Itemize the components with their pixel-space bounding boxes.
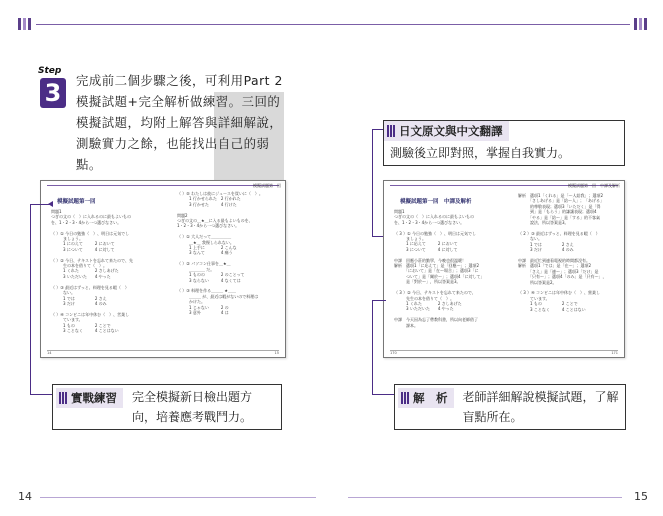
connector-right-bottom-top	[372, 300, 386, 301]
right-page-thumbnail	[383, 180, 625, 358]
practice-tag-label: 實戰練習	[71, 391, 117, 405]
tag-bars-icon	[401, 392, 409, 404]
left-thumb-title: 模擬試題第一回	[57, 199, 96, 205]
left-thumb-col2: （ ）⑤ わたしは彼にジュースを買いに（ ）。 1 行かせられた 2 行かれた 3 行かせた 4 行けた 問題2 つぎの文の＿★＿に入る最もよいものを、 1・2・3・4から一つ選びなさい。 （ ）① 大人だって＿＿＿＿＿ ＿★＿ 我慢しられない。 1 上手に 2 こんな 3 なんて 4 痛う （ ）② パソコン仕事を＿★＿ ＿＿＿＿ だ。 1 ものの 2 のことって 3 ならない 4 なくては （ ）③ 料理を作る＿＿＿ ★＿＿ ＿＿＿ が、最近は暇がないので料理は かけた。 1 じゃない 2 の 3 意外 4 は	[177, 191, 263, 315]
intro-text: 完成前二個步驟之後，可利用Part 2 模擬試題+完全解析做練習。三回的模擬試題，均附上解答與詳細解說，測驗實力之餘，也能找出自己的弱點。	[76, 73, 283, 172]
practice-tag	[56, 388, 123, 408]
left-thumb-foot-right: 15	[274, 351, 279, 355]
bottom-rule-right	[348, 497, 622, 498]
translation-tag	[384, 121, 509, 141]
translation-callout	[383, 120, 625, 166]
analysis-tag	[398, 388, 454, 408]
top-right-bars	[634, 18, 647, 30]
connector-right-top-h	[372, 129, 383, 130]
top-rule	[36, 24, 630, 25]
translation-callout-text: 測驗後立即對照，掌握自我實力。	[390, 146, 571, 160]
right-thumb-col1: 問題1 つぎの文の（ ）に入れるのに最もよいもの を、1・2・3・4から一つ選びなさい。 （ 3 ）① 今日の勉強（ ）、明日は元気でし ましょう。 1 に応えて 2 において 3 について 4 に対して 中譯 回應小莊的勤學，今晚也很溫暖！ 解析 選項1「に応えて」是「回應～」；選項2 「において」是「在～場合」；選項3「に ついて」是「關於～」；選項4「に対して」 是「對於～」，所以答案是3。 （ 3 ）② 今日、テキストを忘れて来たので、 先生の本を借りて（ ）。 1 くれた 2 さしあげた 3 いただいた 4 やった 中譯 今天因為忘了帶教科書，所以向老師借了 課本。	[394, 209, 485, 328]
thumb-rule	[47, 185, 279, 186]
step-badge	[36, 66, 70, 114]
connector-right-top	[372, 129, 373, 237]
right-thumb-foot-left: 170	[390, 351, 397, 355]
connector-right-bottom-bot	[372, 394, 394, 395]
analysis-callout-text: 老師詳細解說模擬試題，了解盲點所在。	[462, 390, 619, 424]
right-thumb-foot-right: 171	[611, 351, 618, 355]
analysis-tag-label: 解 析	[413, 391, 448, 405]
right-thumb-header: 模擬試題第一回 中譯及解析	[568, 183, 620, 188]
arrow-left-icon	[48, 201, 53, 207]
tag-bars-icon	[59, 392, 67, 404]
step-number: 3	[40, 78, 66, 108]
connector-left	[30, 204, 31, 394]
page-number-left: 14	[18, 490, 32, 503]
practice-callout	[52, 384, 282, 430]
right-thumb-footline	[390, 350, 618, 351]
right-thumb-col2: 解析 選項1「くれる」是「～人給我」；選項2 「さしあげる」是「給～人」；「あげる」 的尊敬表現；選項3「いただく」是「得 到」是「もらう」的謙讓表現；選項4 「やる」是「給～」是「する」的不客氣 說法，所以答案是3。 （ 2 ）③ 最近はずっと、料理を見る暇（ ） ない。 1 では 2 さえ 3 だけ 4 のみ 中譯 最近忙到連看電視的時間都沒有。 解析 選項1「では」是「在～」；選項2 「さえ」是「連～」；選項3「だけ」是 「只有～」；選項4「のみ」是「只有～」， 所以答案是2。 （ 3 ）④ コンビニは年中休む（ ）、營業し ています。 1 もの 2 ことで 3 ことなく 4 ことはない	[518, 193, 607, 312]
page-number-right: 15	[634, 490, 648, 503]
top-left-bars	[18, 18, 31, 30]
right-thumb-title: 模擬試題第一回 中譯及解析	[400, 199, 472, 205]
left-thumb-foot-left: 14	[47, 351, 52, 355]
step-label: Step	[38, 66, 62, 76]
connector-right-bottom	[372, 300, 373, 394]
left-thumb-header: 模擬試題第一回	[253, 183, 281, 188]
left-page-thumbnail	[40, 180, 286, 358]
tag-bars-icon	[387, 125, 395, 137]
left-thumb-col1: 問題1 つぎの文の（ ）に入れるのに最もよいもの を、1・2・3・4から一つ選びなさい。 （ ）① 今日の勉強（ ）、明日は元気でし ましょう。 1 にのえて 2 において 3 について 4 に対して （ ）② 今日、テキストを忘れて来たので、先 生の本を借りて（ ）。 1 くれた 2 さしあげた 3 いただいた 4 やった （ ）③ 最近はずっと、料理を見る暇（ ） ない。 1 では 2 さえ 3 だけ 4 のみ （ ）④ コンビニは年中休む（ ）、営業し ています。 1 もの 2 ことで 3 ことなく 4 ことはない	[51, 209, 133, 333]
translation-tag-label: 日文原文與中文翻譯	[399, 124, 503, 138]
left-thumb-footline	[47, 350, 279, 351]
bottom-rule-left	[40, 497, 316, 498]
practice-callout-text: 完全模擬新日檢出題方向，培養應考戰鬥力。	[132, 390, 253, 424]
connector-left-bottom	[30, 394, 52, 395]
analysis-callout	[394, 384, 626, 430]
